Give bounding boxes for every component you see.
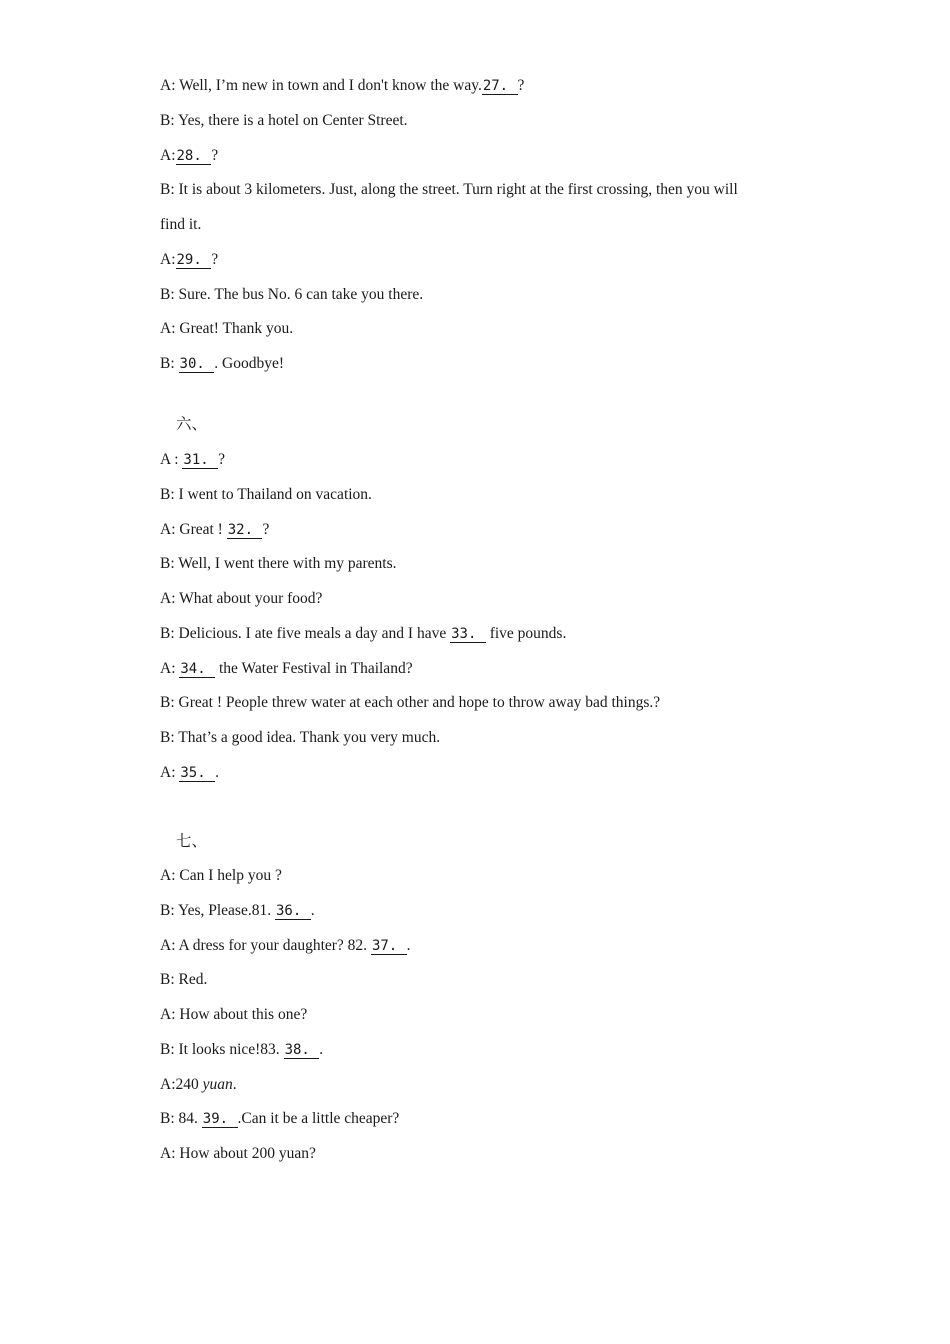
line-text: B: I went to Thailand on vacation.: [160, 485, 372, 503]
dialogue-line: [160, 146, 800, 166]
dialogue-line: [160, 866, 800, 886]
line-text: A: What about your food?: [160, 590, 323, 607]
line-text: A:240: [160, 1075, 203, 1093]
line-text-tail: .: [406, 936, 411, 954]
line-text-tail: the Water Festival in Thailand?: [215, 659, 413, 677]
answer-blank[interactable]: 35.: [180, 764, 215, 781]
dialogue-line: [160, 936, 800, 956]
dialogue-line: [160, 250, 800, 270]
dialogue-line: [160, 450, 800, 470]
answer-blank[interactable]: 34.: [180, 660, 215, 677]
line-text: A:: [160, 659, 180, 677]
line-text-tail: five pounds.: [485, 624, 567, 642]
dialogue-line: [160, 1109, 800, 1129]
line-text-tail: .: [215, 763, 219, 781]
line-text-tail: . Goodbye!: [214, 355, 284, 372]
line-text-tail: .: [310, 901, 315, 919]
line-text: B: It looks nice!83.: [160, 1040, 284, 1058]
dialogue-line: [160, 180, 800, 200]
answer-blank[interactable]: 29.: [176, 251, 211, 268]
answer-blank[interactable]: 27.: [482, 78, 517, 94]
line-text-tail: ?: [211, 146, 219, 164]
line-text: A: Great !: [160, 520, 227, 538]
dialogue-line: [160, 1040, 800, 1060]
section-heading: 六、: [176, 416, 208, 433]
line-text: A:: [160, 146, 176, 164]
answer-blank[interactable]: 36.: [275, 902, 310, 919]
dialogue-line: [160, 319, 800, 339]
section-heading: 七、: [176, 833, 208, 850]
line-text: B: Well, I went there with my parents.: [160, 555, 397, 573]
dialogue-line: [160, 111, 800, 131]
dialogue-line: [160, 693, 800, 713]
line-text: A: Well, I’m new in town and I don't know the way.: [160, 77, 482, 94]
dialogue-line: [160, 763, 800, 783]
line-text-tail: .: [319, 1040, 324, 1058]
line-text: A :: [160, 451, 183, 468]
dialogue-line: [160, 901, 800, 921]
line-text-tail: ?: [218, 451, 226, 468]
dialogue-line: [160, 520, 800, 540]
line-text: B:: [160, 355, 179, 372]
answer-blank[interactable]: 32.: [227, 521, 262, 538]
line-text: B: It is about 3 kilometers. Just, along the street. Turn right at the first crossing, then you will: [160, 181, 738, 199]
answer-blank[interactable]: 37.: [371, 937, 406, 954]
dialogue-line: [160, 354, 800, 374]
line-text: B: 84.: [160, 1110, 202, 1128]
line-text-tail: .Can it be a little cheaper?: [237, 1110, 400, 1128]
line-text: A: How about 200 yuan?: [160, 1145, 316, 1162]
dialogue-line: [160, 485, 800, 505]
line-text-tail: ?: [262, 520, 270, 538]
line-text: A:: [160, 250, 176, 268]
dialogue-line: [160, 215, 800, 235]
line-text-tail: .: [232, 1075, 237, 1093]
dialogue-line: [160, 728, 800, 748]
dialogue-line: [160, 970, 800, 990]
dialogue-line: [160, 624, 800, 644]
answer-blank[interactable]: 39.: [202, 1111, 237, 1128]
answer-blank[interactable]: 31.: [183, 452, 218, 468]
line-text: A: Great! Thank you.: [160, 320, 294, 338]
answer-blank[interactable]: 30.: [179, 356, 214, 372]
dialogue-line: [160, 76, 800, 96]
answer-blank[interactable]: 33.: [451, 625, 485, 642]
dialogue-line: [160, 589, 800, 609]
dialogue-line: [160, 1144, 800, 1164]
answer-blank[interactable]: 38.: [284, 1041, 319, 1058]
line-text: B: That’s a good idea. Thank you very much.: [160, 729, 441, 746]
line-text: B: Sure. The bus No. 6 can take you there.: [160, 285, 424, 303]
line-text-tail: ?: [211, 250, 219, 268]
line-text: B: Yes, there is a hotel on Center Street.: [160, 111, 408, 129]
answer-blank[interactable]: 28.: [176, 147, 211, 164]
line-text: find it.: [160, 216, 202, 233]
line-text: A: Can I help you ?: [160, 867, 282, 884]
line-text: B: Yes, Please.81.: [160, 901, 275, 919]
dialogue-line: [160, 1005, 800, 1025]
line-text: B: Great ! People threw water at each other and hope to throw away bad things.?: [160, 694, 661, 712]
dialogue-line: [160, 1075, 800, 1095]
italic-word: yuan: [202, 1075, 233, 1093]
line-text-tail: ?: [517, 77, 525, 94]
dialogue-line: [160, 554, 800, 574]
dialogue-line: [160, 285, 800, 305]
line-text: A: How about this one?: [160, 1006, 308, 1023]
line-text: B: Red.: [160, 971, 208, 989]
line-text: A: A dress for your daughter? 82.: [160, 936, 371, 954]
dialogue-line: [160, 659, 800, 679]
line-text: B: Delicious. I ate five meals a day and I have: [160, 624, 451, 642]
line-text: A:: [160, 763, 180, 781]
